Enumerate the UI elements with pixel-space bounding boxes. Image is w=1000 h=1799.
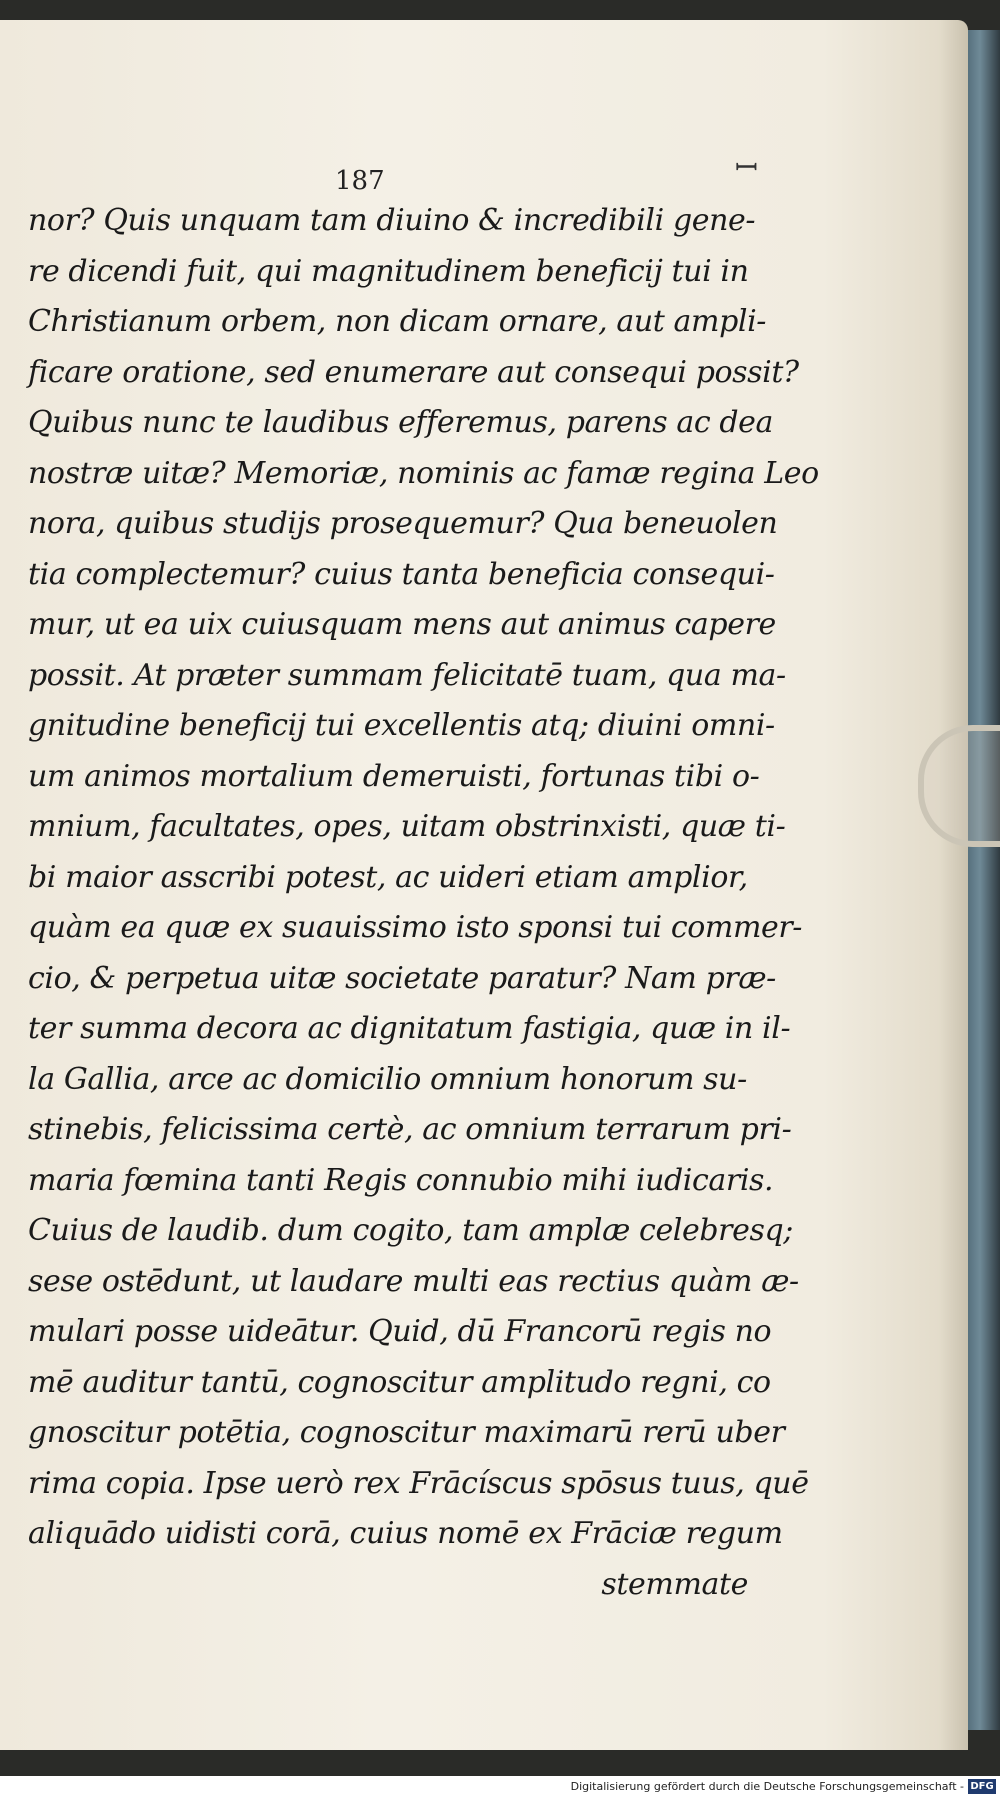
dfg-logo-icon: DFG <box>968 1779 996 1794</box>
paper-page <box>0 20 968 1750</box>
text-line: ficare oratione, sed enumerare aut consequi possit? <box>28 354 799 390</box>
text-line: tia complectemur? cuius tanta beneficia consequi- <box>28 556 775 592</box>
text-line: bi maior asscribi potest, ac uideri etiam amplior, <box>28 859 748 895</box>
text-line: Christianum orbem, non dicam ornare, aut ampli- <box>28 304 766 339</box>
text-line: sese ostēdunt, ut laudare multi eas rectius quàm æ- <box>28 1263 799 1299</box>
text-line: nostræ uitæ? Memoriæ, nominis ac famæ regina Leo <box>28 455 819 491</box>
funding-notice: Digitalisierung gefördert durch die Deutsche Forschungsgemeinschaft - <box>570 1780 964 1793</box>
text-line: mur, ut ea uix cuiusquam mens aut animus capere <box>28 607 776 642</box>
corner-mark: ꟷ <box>735 151 758 184</box>
text-line: mulari posse uideātur. Quid, dū Francorū regis no <box>28 1314 772 1349</box>
text-line: quàm ea quæ ex suauissimo isto sponsi tui commer- <box>28 910 803 945</box>
text-line: possit. At præter summam felicitatē tuam, qua ma- <box>28 657 786 693</box>
text-line: mē auditur tantū, cognoscitur amplitudo regni, co <box>28 1364 771 1400</box>
text-line: nora, quibus studijs prosequemur? Qua beneuolen <box>28 506 778 541</box>
text-line: rima copia. Ipse uerò rex Frācíscus spōsus tuus, quē <box>28 1465 809 1501</box>
text-line: gnitudine beneficij tui excellentis atq; diuini omni- <box>28 708 775 743</box>
footer-bar <box>0 1776 1000 1799</box>
text-line: maria fœmina tanti Regis connubio mihi iudicaris. <box>28 1162 774 1198</box>
text-line: aliquādo uidisti corā, cuius nomē ex Frāciæ regum <box>28 1516 783 1551</box>
text-line: um animos mortalium demeruisti, fortunas tibi o- <box>28 758 760 794</box>
text-line: la Gallia, arce ac domicilio omnium honorum su- <box>28 1061 747 1097</box>
text-line: cio, & perpetua uitæ societate paratur? Nam præ- <box>28 960 776 996</box>
text-line: gnoscitur potētia, cognoscitur maximarū rerū uber <box>28 1415 785 1450</box>
catchword: stemmate <box>601 1566 748 1602</box>
text-line: ter summa decora ac dignitatum fastigia, quæ in il- <box>28 1011 791 1046</box>
text-line: mnium, facultates, opes, uitam obstrinxisti, quæ ti- <box>28 809 786 844</box>
text-line: re dicendi fuit, qui magnitudinem beneficij tui in <box>28 253 749 289</box>
body-text <box>28 196 819 1610</box>
text-line: Quibus nunc te laudibus efferemus, parens ac dea <box>28 405 774 440</box>
text-line: Cuius de laudib. dum cogito, tam amplæ celebresq; <box>28 1213 793 1248</box>
text-line: nor? Quis unquam tam diuino & incredibili gene- <box>28 203 756 238</box>
text-line: stinebis, felicissima certè, ac omnium terrarum pri- <box>28 1112 792 1147</box>
page-number: 187 <box>335 166 385 196</box>
